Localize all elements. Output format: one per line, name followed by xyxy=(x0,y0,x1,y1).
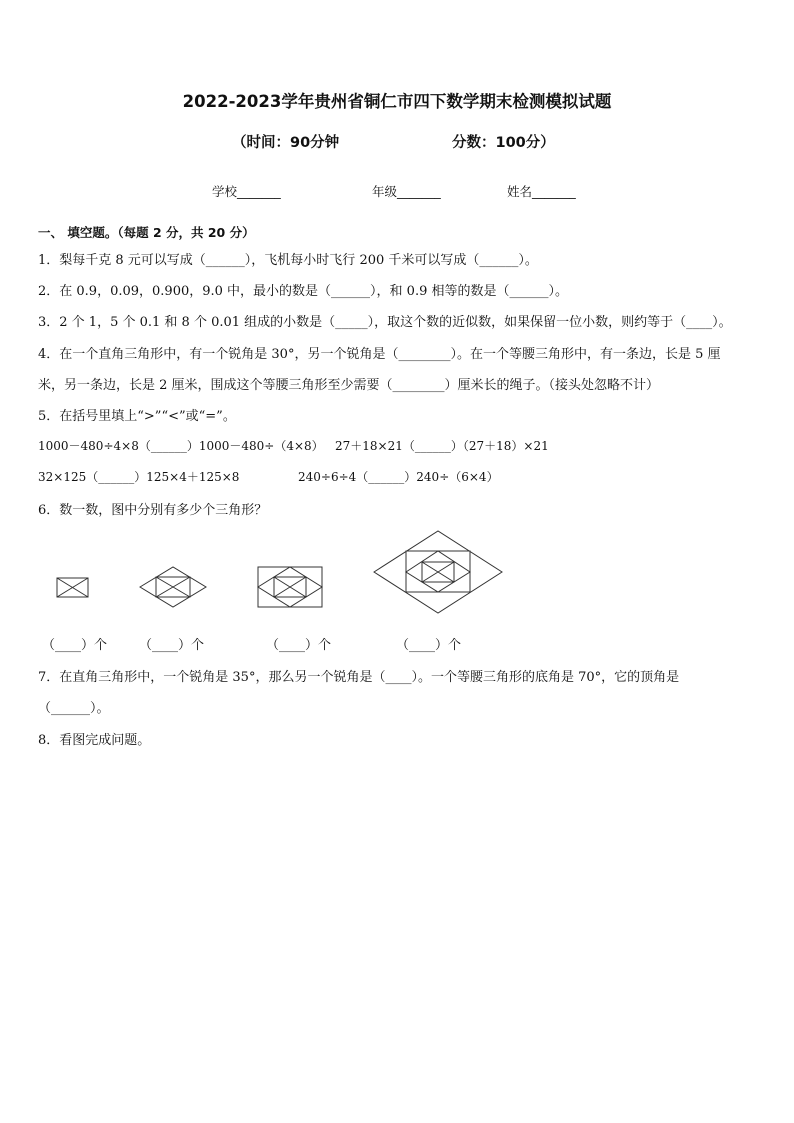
question-8: 8．看图完成问题。 xyxy=(38,733,151,748)
figure-1-rect-diagonals xyxy=(57,578,88,597)
compare-item-1: 1000－480÷4×8（______）1000－480÷（4×8） xyxy=(38,439,324,453)
school-field: 学校_______ xyxy=(212,184,281,199)
figure-2-diamond xyxy=(140,567,206,607)
figure-3-count: （____）个 xyxy=(266,638,332,653)
question-2: 2．在 0.9，0.09，0.900，9.0 中，最小的数是（______），和 0.9 相等的数是（______）。 xyxy=(38,284,568,299)
figure-1-count: （____）个 xyxy=(42,638,108,653)
section-heading: 一、 填空题。（每题 2 分，共 20 分） xyxy=(38,225,255,240)
question-1: 1．梨每千克 8 元可以写成（______），飞机每小时飞行 200 千米可以写成（______）。 xyxy=(38,253,538,268)
question-3: 3．2 个 1，5 个 0.1 和 8 个 0.01 组成的小数是（_____），取这个数的近似数，如果保留一位小数，则约等于（____）。 xyxy=(38,315,732,330)
compare-item-4: 240÷6÷4（______）240÷（6×4） xyxy=(298,470,499,484)
figure-4-count: （____）个 xyxy=(396,638,462,653)
page-title: 2022-2023学年贵州省铜仁市四下数学期末检测模拟试题 xyxy=(182,92,612,111)
question-7-line-2: （______）。 xyxy=(38,701,110,716)
figure-3-nested xyxy=(258,567,322,607)
question-4-line-2: 米，另一条边，长是 2 厘米，围成这个等腰三角形至少需要（________）厘米长的绳子。（接头处忽略不计） xyxy=(38,378,660,393)
compare-item-3: 32×125（______）125×4＋125×8 xyxy=(38,470,240,484)
question-6: 6．数一数，图中分别有多少个三角形？ xyxy=(38,503,268,518)
question-7-line-1: 7．在直角三角形中，一个锐角是 35°，那么另一个锐角是（____）。一个等腰三角形的底角是 70°，它的顶角是 xyxy=(38,670,680,685)
figure-2-count: （____）个 xyxy=(139,638,205,653)
compare-item-2: 27＋18×21（______）（27＋18）×21 xyxy=(335,439,549,453)
question-5: 5．在括号里填上“>”“<”或“=”。 xyxy=(38,409,236,424)
name-field: 姓名_______ xyxy=(507,184,576,199)
exam-score: 分数：100分） xyxy=(452,135,555,151)
question-4-line-1: 4．在一个直角三角形中，有一个锐角是 30°，另一个锐角是（________）。在一个等腰三角形中，有一条边，长是 5 厘 xyxy=(38,347,721,362)
grade-field: 年级_______ xyxy=(372,184,441,199)
exam-time: （时间：90分钟 xyxy=(232,135,340,151)
figure-4-nested-large xyxy=(374,531,502,613)
